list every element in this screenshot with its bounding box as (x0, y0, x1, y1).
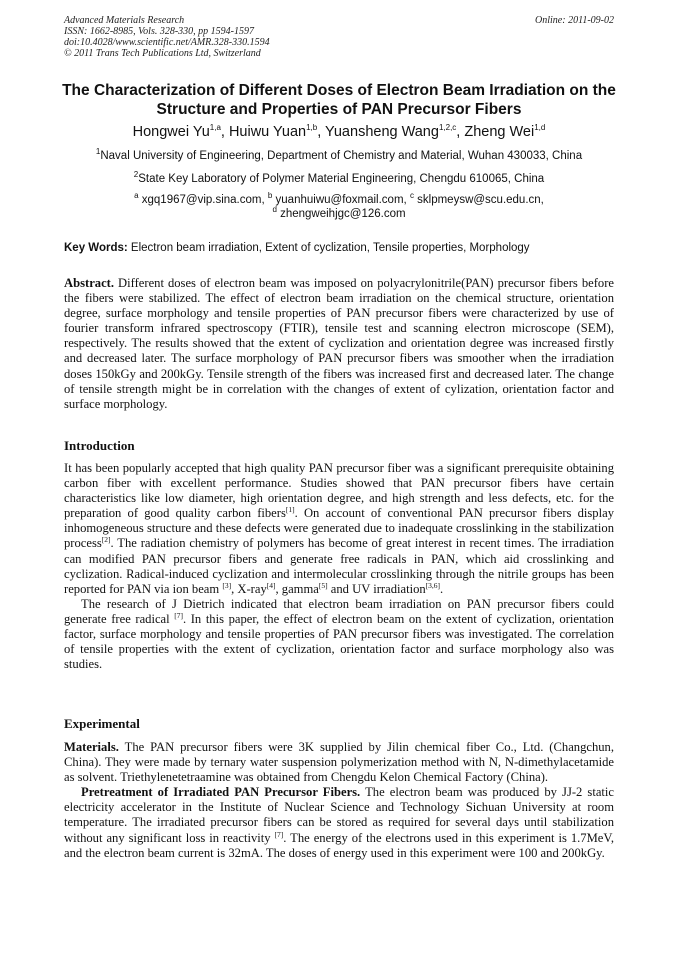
author-sep: , (317, 124, 325, 140)
citation[interactable]: [1] (285, 505, 295, 515)
affiliation-1 (40, 149, 638, 163)
author-sep: , (456, 124, 465, 140)
author-name: Huiwu Yuan (228, 124, 307, 140)
email-link[interactable]: yuanhuiwu@foxmail.com, (275, 194, 407, 206)
copyright-line: © 2011 Trans Tech Publications Ltd, Switzerland (64, 48, 261, 59)
keywords-text: Electron beam irradiation, Extent of cyclization, Tensile properties, Morphology (130, 242, 530, 254)
text-run: . (440, 581, 444, 596)
text-run: . In this paper, the effect of electron beam on the extent of cyclization, orientation factor, surface morphology and tensile properties of PAN precursor fibers was investigated. The correlation of tensile properties with the extent of cyclization, orientation factor and surface morphology also was studies. (64, 611, 614, 672)
affiliation-text: State Key Laboratory of Polymer Material Engineering, Chengdu 610065, China (138, 173, 545, 185)
author-emails (40, 193, 638, 221)
experimental-body (64, 740, 614, 861)
author-list (40, 123, 638, 141)
author-name: Yuansheng Wang (325, 124, 439, 140)
affiliation-sup: 1 (95, 147, 101, 157)
online-date: Online: 2011-09-02 (535, 15, 614, 26)
author-sup: 1,d (534, 123, 546, 133)
author-name: Hongwei Yu (132, 124, 210, 140)
text-run: and UV irradiation (327, 581, 426, 596)
author-sup: 1,b (306, 123, 318, 133)
text-run: , X-ray (231, 581, 267, 596)
keywords-label: Key Words: (64, 242, 128, 254)
affiliation-2 (40, 172, 638, 186)
citation[interactable]: [5] (318, 580, 328, 590)
email-sup: d (272, 205, 277, 215)
email-sup: b (267, 191, 273, 201)
text-run: . The radiation chemistry of polymers has become of great interest in recent times. The irradiation can modified PAN precursor fibers and generate free radicals in PAN, which aid crosslinking and cyclization. Radical-induced cyclization and intermolecular crosslinking through the nitrile groups has been reported for PAN via ion beam (64, 536, 614, 596)
abstract-text: Different doses of electron beam was imposed on polyacrylonitrile(PAN) precursor fibers before the fibers were stabilized. The effect of electron beam irradiation on the chemical structure, orientation degree, surface morphology and tensile properties of PAN precursor fibers were characterized by use of fourier transform infrared spectroscopy (FTIR), tensile test and scanning electron microscope (SEM), respectively. The results showed that the extent of cyclization and orientation degree was increased firstly and decreased later. The surface morphology of PAN precursor fibers was smoother when the irradiation doses 150kGy and 200kGy. Tensile strength of the fibers was increased first and decreased later. The change of tensile strength might be in correlation with the changes of extent of cylization, orientation factor and surface morphology. (64, 276, 614, 411)
section-heading-introduction: Introduction (64, 438, 135, 453)
text-run: The research of J Dietrich indicated that electron beam irradiation on PAN precursor fibers could generate free radical (64, 596, 614, 626)
email-sup: a (134, 191, 139, 201)
journal-name: Advanced Materials Research (64, 15, 185, 26)
affiliation-text: Naval University of Engineering, Department of Chemistry and Material, Wuhan 430033, China (100, 150, 583, 162)
email-link[interactable]: xgq1967@vip.sina.com, (141, 194, 265, 206)
keywords (64, 241, 616, 255)
subsection-label: Pretreatment of Irradiated PAN Precursor Fibers. (81, 785, 361, 800)
text-run: The electron beam was produced by JJ-2 static electricity accelerator in the Institute of Nuclear Science and Technology Sichuan University at room temperature. The irradiated precursor fibers can be stored as required for several days until stabilization without any significant loss in reactivity (64, 785, 614, 845)
citation[interactable]: [3,6] (425, 580, 441, 590)
abstract-label: Abstract. (64, 276, 115, 290)
author-sep: , (220, 124, 229, 140)
citation[interactable]: [7] (174, 610, 183, 620)
paper-title: The Characterization of Different Doses of Electron Beam Irradiation on the Structure and Properties of PAN Precursor Fibers (62, 82, 616, 118)
email-sup: c (409, 191, 414, 201)
text-run: . The energy of the electrons used in this experiment is 1.7MeV, and the electron beam current is 32mA. The doses of energy used in this experiment were 100 and 200kGy. (64, 830, 614, 860)
affiliation-sup: 2 (133, 170, 139, 180)
citation[interactable]: [7] (274, 829, 284, 839)
text-run: , gamma (275, 581, 319, 596)
paragraph (64, 785, 614, 860)
author-sup: 1,a (209, 123, 221, 133)
abstract (64, 276, 614, 412)
author-name: Zheng Wei (464, 124, 535, 140)
citation[interactable]: [4] (266, 580, 276, 590)
doi-line: doi:10.4028/www.scientific.net/AMR.328-330.1594 (64, 37, 270, 48)
subsection-label: Materials. (64, 740, 119, 754)
text-run: It has been popularly accepted that high quality PAN precursor fiber was a significant prerequisite obtaining carbon fiber with excellent performance. Studies showed that PAN precursor fibers have certain characteristics like low diameter, high orientation degree, and high strength and less defects, etc. for the preparation of good quality carbon fibers (64, 461, 614, 521)
author-sup: 1,2,c (438, 123, 457, 133)
issn-line: ISSN: 1662-8985, Vols. 328-330, pp 1594-1597 (64, 26, 254, 37)
paragraph (64, 597, 614, 672)
text-run: . On account of conventional PAN precursor fibers display inhomogeneous structure and these defects were generated due to inadequate crosslinking in the stabilization process (64, 506, 614, 551)
introduction-body (64, 461, 614, 672)
citation[interactable]: [3] (222, 580, 232, 590)
paragraph (64, 740, 614, 785)
paragraph (64, 461, 614, 597)
section-heading-experimental: Experimental (64, 716, 140, 731)
journal-header (64, 15, 270, 59)
citation[interactable]: [2] (101, 535, 111, 545)
email-link[interactable]: zhengweihjgc@126.com (280, 208, 406, 220)
email-link[interactable]: sklpmeysw@scu.edu.cn, (417, 194, 544, 206)
text-run: The PAN precursor fibers were 3K supplied by Jilin chemical fiber Co., Ltd. (Changchun, China). They were made by ternary water suspension polymerization method with N, N-dimethylacetamide as solvent. Triethylenetetraamine was obtained from Chengdu Kelon Chemical Factory (China). (64, 740, 615, 785)
